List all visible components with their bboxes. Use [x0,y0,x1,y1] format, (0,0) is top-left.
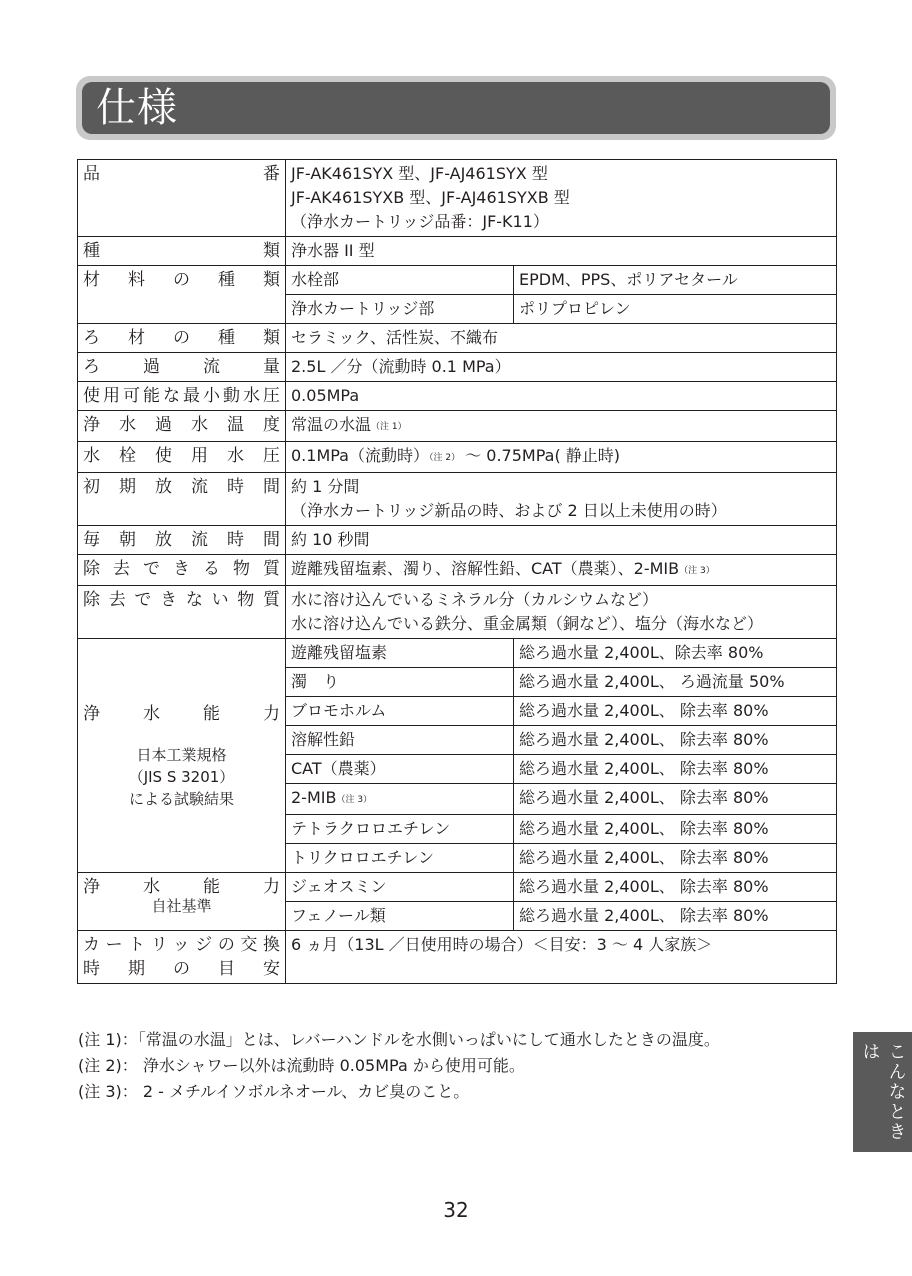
value-daily: 約 10 秒間 [286,526,837,555]
value-ryuryo: 2.5L ／分（流動時 0.1 MPa） [286,353,837,382]
section-header-bar [82,82,830,134]
value-min-pressure: 0.05MPa [286,382,837,411]
substance: CAT（農薬） [286,755,514,784]
value-rozai: セラミック、活性炭、不織布 [286,324,837,353]
spec-table [77,159,837,984]
capacity-value: 総ろ過水量 2,400L、 除去率 80% [514,697,837,726]
zairyo-material: ポリプロピレン [514,295,837,324]
row-temp [78,411,837,442]
substance: トリクロロエチレン [286,844,514,873]
footnote: (注 2)： 浄水シャワー以外は流動時 0.05MPa から使用可能。 [78,1056,525,1075]
label-not-removable: 除去できない物質 [78,586,286,639]
substance: 濁 り [286,668,514,697]
capacity-value: 総ろ過水量 2,400L、 除去率 80% [514,755,837,784]
row-min-pressure [78,382,837,411]
capacity-value: 総ろ過水量 2,400L、 除去率 80% [514,873,837,902]
capacity-value: 総ろ過水量 2,400L、 除去率 80% [514,784,837,815]
row-replace [78,931,837,984]
note-ref: （注 1） [371,422,407,432]
row-shurui [78,237,837,266]
row-initial [78,473,837,526]
label-replace: カートリッジの交換 時期の目安 [78,931,286,984]
note-ref: （注 3） [679,566,715,576]
value-initial: 約 1 分間 （浄水カートリッジ新品の時、および 2 日以上未使用の時） [286,473,837,526]
capacity-value: 総ろ過水量 2,400L、 ろ過流量 50% [514,668,837,697]
row-zairyo-1 [78,266,837,295]
value-removable: 遊離残留塩素、濁り、溶解性鉛、CAT（農薬）、2-MIB（注 3） [286,555,837,586]
page-title: 仕様 [96,85,178,131]
capacity-value: 総ろ過水量 2,400L、 除去率 80% [514,902,837,931]
label-removable: 除去できる物質 [78,555,286,586]
label-min-pressure: 使用可能な最小動水圧 [78,382,286,411]
zairyo-part: 水栓部 [286,266,514,295]
label-ryuryo: ろ過流量 [78,353,286,382]
label-daily: 毎朝放流時間 [78,526,286,555]
section-header [76,76,836,140]
label-shurui: 種類 [78,237,286,266]
zairyo-material: EPDM、PPS、ポリアセタール [514,266,837,295]
row-hinban [78,160,837,237]
substance: 遊離残留塩素 [286,639,514,668]
row-rozai [78,324,837,353]
value-not-removable: 水に溶け込んでいるミネラル分（カルシウムなど） 水に溶け込んでいる鉄分、重金属類（銅など）、塩分（海水など） [286,586,837,639]
row-not-removable [78,586,837,639]
jis-sub-2: （JIS S 3201） [128,767,235,786]
substance: フェノール類 [286,902,514,931]
capacity-value: 総ろ過水量 2,400L、 除去率 80% [514,815,837,844]
footnote: (注 1)：「常温の水温」とは、レバーハンドルを水側いっぱいにして通水したときの温度。 [78,1030,720,1049]
note-ref: （注 2） [429,453,461,463]
label-capacity-own: 浄水能力 自社基準 [78,873,286,931]
substance: 2-MIB（注 3） [286,784,514,815]
row-removable [78,555,837,586]
value-hinban: JF-AK461SYX 型、JF-AJ461SYX 型 JF-AK461SYXB 型、JF-AJ461SYXB 型 （浄水カートリッジ品番：JF-K11） [286,160,837,237]
row-capacity-own [78,873,837,902]
row-pressure [78,442,837,473]
zairyo-part: 浄水カートリッジ部 [286,295,514,324]
label-hinban: 品番 [78,160,286,237]
capacity-value: 総ろ過水量 2,400L、 除去率 80% [514,726,837,755]
substance: ブロモホルム [286,697,514,726]
row-capacity-jis [78,639,837,668]
value-temp: 常温の水温（注 1） [286,411,837,442]
note-ref: （注 3） [336,795,373,805]
row-daily [78,526,837,555]
side-tab-label: こんなときは [859,1042,907,1142]
jis-sub-3: による試験結果 [128,789,234,808]
section-side-tab[interactable] [853,1032,912,1152]
substance: テトラクロロエチレン [286,815,514,844]
label-pressure: 水栓使用水圧 [78,442,286,473]
label-initial: 初期放流時間 [78,473,286,526]
label-rozai: ろ材の種類 [78,324,286,353]
value-replace: 6 ヵ月（13L ／日使用時の場合）＜目安：3 ～ 4 人家族＞ [286,931,837,984]
substance: ジェオスミン [286,873,514,902]
label-temp: 浄水過水温度 [78,411,286,442]
page-number: 32 [443,1198,469,1222]
value-shurui: 浄水器 II 型 [286,237,837,266]
value-pressure: 0.1MPa（流動時）（注 2） ～ 0.75MPa( 静止時) [286,442,837,473]
substance: 溶解性鉛 [286,726,514,755]
capacity-value: 総ろ過水量 2,400L、除去率 80% [514,639,837,668]
footnote: (注 3)： 2 - メチルイソボルネオール、カビ臭のこと。 [78,1082,470,1101]
label-capacity-jis: 浄水能力 日本工業規格 （JIS S 3201） による試験結果 [78,639,286,873]
jis-sub-1: 日本工業規格 [136,745,227,764]
footnotes [78,1027,720,1105]
row-ryuryo [78,353,837,382]
capacity-value: 総ろ過水量 2,400L、 除去率 80% [514,844,837,873]
label-zairyo: 材料の種類 [78,266,286,324]
own-sub: 自社基準 [151,897,212,915]
